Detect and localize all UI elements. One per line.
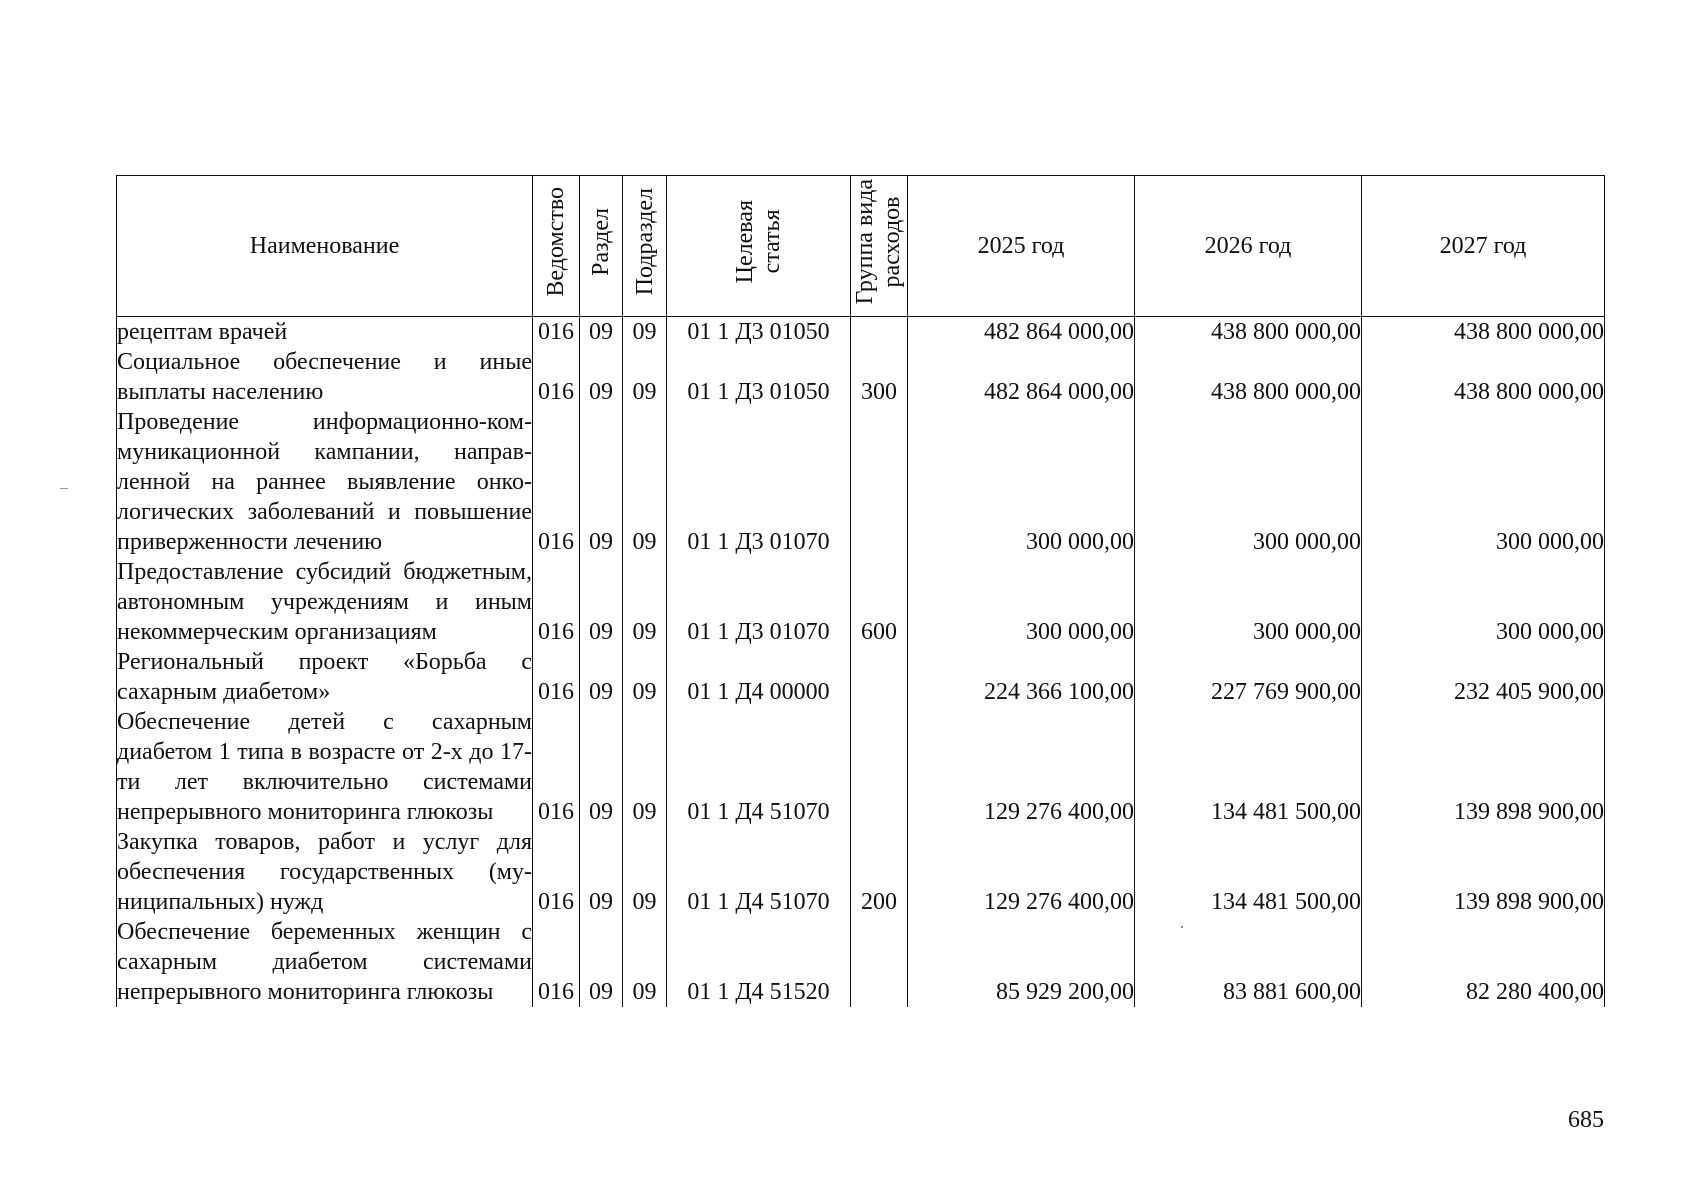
row-name: Обеспечение детей с сахарным диабетом 1 типа в возрасте от 2-х до 17-ти лет включительно системами непрерывного мониторинга глюкозы	[117, 709, 532, 825]
row-amount-2027: 300 000,00	[1362, 557, 1605, 647]
row-amount-2025: 224 366 100,00	[908, 647, 1135, 707]
row-amount-2025: 482 864 000,00	[908, 317, 1135, 348]
header-section: Раздел	[580, 176, 623, 317]
row-target-article: 01 1 Д3 01070	[667, 407, 851, 557]
row-department: 016	[533, 827, 580, 917]
table-row	[117, 647, 1605, 707]
row-section: 09	[580, 827, 623, 917]
row-amount-2026: 227 769 900,00	[1135, 647, 1362, 707]
row-department: 016	[533, 407, 580, 557]
table-body	[117, 317, 1605, 1008]
row-amount-2027: 438 800 000,00	[1362, 317, 1605, 348]
table-row	[117, 827, 1605, 917]
row-name: Региональный проект «Борьба с сахарным диабетом»	[117, 649, 532, 705]
table-row	[117, 557, 1605, 647]
row-amount-2025: 85 929 200,00	[908, 917, 1135, 1007]
margin-tick	[60, 488, 68, 489]
row-expense-group	[851, 317, 908, 348]
table-row	[117, 407, 1605, 557]
row-target-article: 01 1 Д4 51070	[667, 707, 851, 827]
row-department: 016	[533, 647, 580, 707]
row-amount-2027: 139 898 900,00	[1362, 827, 1605, 917]
row-section: 09	[580, 347, 623, 407]
row-subsection: 09	[623, 827, 667, 917]
row-subsection: 09	[623, 917, 667, 1007]
row-subsection: 09	[623, 317, 667, 348]
header-year-2026: 2026 год	[1135, 176, 1362, 317]
page-number: 685	[1568, 1107, 1604, 1133]
row-section: 09	[580, 647, 623, 707]
row-expense-group	[851, 647, 908, 707]
row-name: Предоставление субсидий бюджетным, автономным учреждениям и иным некоммерческим организациям	[117, 559, 532, 645]
row-amount-2027: 82 280 400,00	[1362, 917, 1605, 1007]
row-section: 09	[580, 407, 623, 557]
row-amount-2027: 139 898 900,00	[1362, 707, 1605, 827]
row-amount-2025: 300 000,00	[908, 407, 1135, 557]
row-amount-2026: 134 481 500,00	[1135, 827, 1362, 917]
row-department: 016	[533, 557, 580, 647]
header-expense-group: Группа вида расходов	[851, 176, 908, 317]
row-expense-group	[851, 917, 908, 1007]
row-name: рецептам врачей	[117, 317, 533, 348]
row-subsection: 09	[623, 557, 667, 647]
row-amount-2026: 134 481 500,00	[1135, 707, 1362, 827]
row-target-article: 01 1 Д3 01050	[667, 347, 851, 407]
row-name: Социальное обеспечение и иные выплаты населению	[117, 349, 532, 405]
row-amount-2026: 438 800 000,00	[1135, 317, 1362, 348]
row-section: 09	[580, 557, 623, 647]
row-section: 09	[580, 317, 623, 348]
scan-speck	[1181, 926, 1183, 928]
header-target-article: Целевая статья	[667, 176, 851, 317]
row-department: 016	[533, 917, 580, 1007]
row-amount-2027: 300 000,00	[1362, 407, 1605, 557]
row-name: Обеспечение беременных женщин с сахарным диабетом системами непрерывного мониторинга глюкозы	[117, 919, 532, 1005]
row-section: 09	[580, 917, 623, 1007]
table-header	[117, 176, 1605, 317]
header-subsection: Подраздел	[623, 176, 667, 317]
header-year-2025: 2025 год	[908, 176, 1135, 317]
row-department: 016	[533, 347, 580, 407]
row-subsection: 09	[623, 707, 667, 827]
row-department: 016	[533, 317, 580, 348]
row-amount-2026: 300 000,00	[1135, 407, 1362, 557]
row-name: Закупка товаров, работ и услуг для обеспечения государственных (муниципальных) нужд	[117, 829, 532, 915]
row-amount-2027: 232 405 900,00	[1362, 647, 1605, 707]
table-row	[117, 917, 1605, 1007]
row-amount-2026: 83 881 600,00	[1135, 917, 1362, 1007]
row-expense-group: 200	[851, 827, 908, 917]
row-amount-2025: 482 864 000,00	[908, 347, 1135, 407]
row-amount-2026: 438 800 000,00	[1135, 347, 1362, 407]
row-target-article: 01 1 Д4 51520	[667, 917, 851, 1007]
row-name: Проведение информационно-коммуникационной кампании, направленной на раннее выявление онкологических заболеваний и повышение приверженности лечению	[117, 409, 532, 555]
row-target-article: 01 1 Д4 00000	[667, 647, 851, 707]
row-expense-group	[851, 407, 908, 557]
row-target-article: 01 1 Д3 01050	[667, 317, 851, 348]
table-row	[117, 707, 1605, 827]
row-expense-group	[851, 707, 908, 827]
row-subsection: 09	[623, 647, 667, 707]
row-amount-2025: 129 276 400,00	[908, 707, 1135, 827]
row-expense-group: 300	[851, 347, 908, 407]
row-subsection: 09	[623, 407, 667, 557]
row-amount-2025: 300 000,00	[908, 557, 1135, 647]
header-name: Наименование	[117, 176, 533, 317]
budget-table	[116, 175, 1605, 1007]
row-section: 09	[580, 707, 623, 827]
row-amount-2027: 438 800 000,00	[1362, 347, 1605, 407]
table-row	[117, 317, 1605, 348]
row-amount-2025: 129 276 400,00	[908, 827, 1135, 917]
row-amount-2026: 300 000,00	[1135, 557, 1362, 647]
row-target-article: 01 1 Д3 01070	[667, 557, 851, 647]
table-row	[117, 347, 1605, 407]
row-subsection: 09	[623, 347, 667, 407]
row-department: 016	[533, 707, 580, 827]
header-year-2027: 2027 год	[1362, 176, 1605, 317]
header-department: Ведомство	[533, 176, 580, 317]
row-target-article: 01 1 Д4 51070	[667, 827, 851, 917]
row-expense-group: 600	[851, 557, 908, 647]
